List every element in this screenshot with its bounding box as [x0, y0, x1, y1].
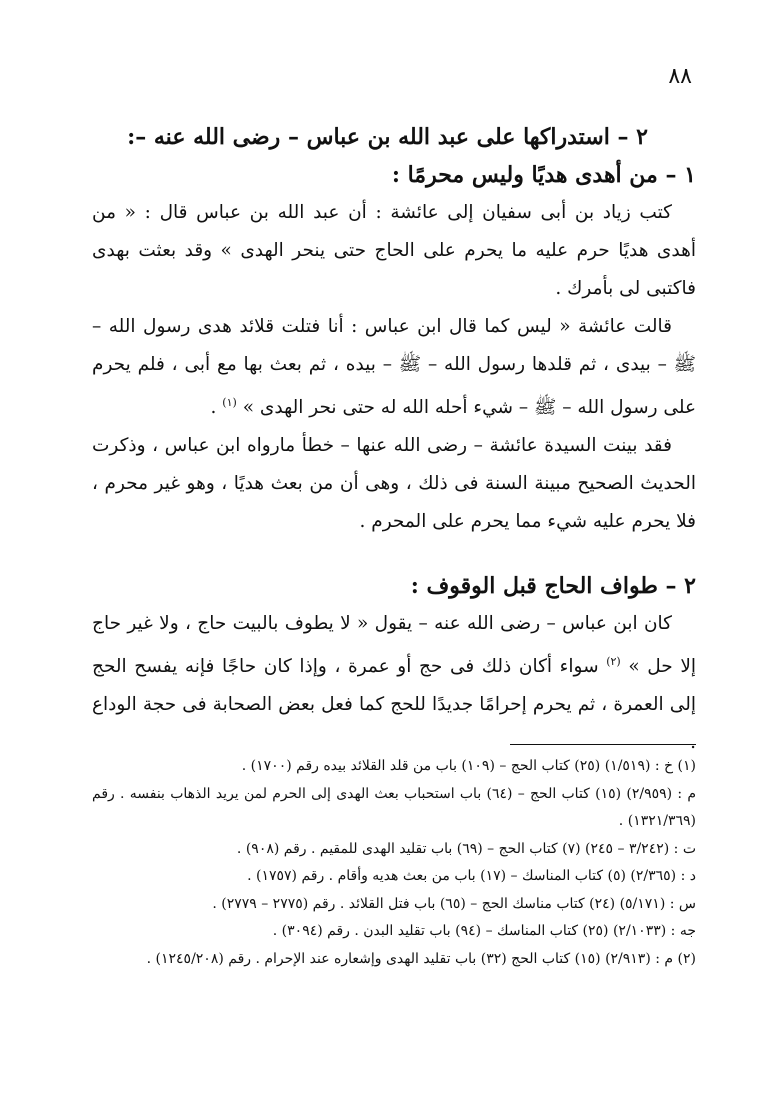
footnote-1-abudawud: د : (٢/٣٦٥) (٥) كتاب المناسك – (١٧) باب من بعث هديه وأقام . رقم (١٧٥٧) .: [247, 868, 696, 884]
footnotes-section: [92, 744, 696, 973]
footnote-1-tirmidhi: ت : (٣/٢٤٢ – ٢٤٥) (٧) كتاب الحج – (٦٩) باب تقليد الهدى للمقيم . رقم (٩٠٨) .: [236, 840, 696, 857]
paragraph-3: فقد بينت السيدة عائشة – رضى الله عنها – خطأ مارواه ابن عباس ، وذكرت الحديث الصحيح مبينة السنة فى ذلك ، وهى أن من بعث هديًا ، وهو غير محرم ، فلا يحرم عليه شيء مما يحرم على المحرم .: [92, 435, 696, 533]
footnote-1-ibnmajah: جه : (٢/١٠٣٣) (٢٥) كتاب المناسك – (٩٤) باب تقليد البدن . رقم (٣٠٩٤) .: [272, 923, 696, 939]
main-text: [92, 118, 696, 762]
subsection-heading-1: ١ – من أهدى هديًا وليس محرمًا :: [391, 162, 696, 188]
footnote-1-nasai: س : (٥/١٧١) (٢٤) كتاب مناسك الحج – (٦٥) باب فتل القلائد . رقم (٢٧٧٥ – ٢٧٧٩) .: [212, 895, 696, 912]
paragraph-2: [92, 308, 696, 427]
footnote-ref-1[interactable]: (١): [222, 396, 237, 409]
footnote-ref-2[interactable]: (٢): [606, 655, 621, 669]
paragraph-1: كتب زياد بن أبى سفيان إلى عائشة : أن عبد الله بن عباس قال : « من أهدى هديًا حرم عليه ما يحرم على الحاج حتى ينحر الهدى » وقد بعثت بهدى فاكتبى لى بأمرك .: [92, 202, 696, 299]
footnote-2: (٢) م : (٢/٩١٣) (١٥) كتاب الحج (٣٢) باب تقليد الهدى وإشعاره عند الإحرام . رقم (١٢٤٥/٢٠٨) .: [146, 950, 696, 967]
paragraph-4-text-a: كان ابن عباس – رضى الله عنه – يقول « لا يطوف بالبيت حاج ، ولا غير حاج إلا حل »: [92, 613, 697, 678]
footnote-1-muslim: م : (٢/٩٥٩) (١٥) كتاب الحج – (٦٤) باب استحباب بعث الهدى إلى الحرم لمن يريد الذهاب بنفسه . رقم (١٣٢١/٣٦٩) .: [92, 785, 697, 829]
footnote-1: (١) خ : (١/٥١٩) (٢٥) كتاب الحج – (١٠٩) باب من قلد القلائد بيده رقم (١٧٠٠) .: [241, 758, 696, 774]
paragraph-2-text: قالت عائشة « ليس كما قال ابن عباس : أنا فتلت قلائد هدى رسول الله – ﷺ – بيدى ، ثم قلدها رسول الله – ﷺ – بيده ، ثم بعث بها مع أبى ، فلم يحرم على رسول الله – ﷺ – شيء أحله الله له حتى نحر الهدى »: [92, 316, 696, 419]
paragraph-4-text-b: سواء أكان ذلك فى حج أو عمرة ، وإذا كان حاجًا فإنه يفسح الحج إلى العمرة ، ثم يحرم إحرامًا جديدًا للحج كما فعل بعض الصحابة فى حجة الوداع .: [92, 656, 696, 754]
paragraph-2-end: .: [210, 397, 223, 419]
section-heading: ٢ – استدراكها على عبد الله بن عباس – رضى الله عنه –:: [127, 124, 648, 150]
footnote-divider: [510, 744, 696, 745]
subsection-heading-2: ٢ – طواف الحاج قبل الوقوف :: [410, 573, 696, 600]
paragraph-4: [92, 605, 696, 762]
page-number: ٨٨: [668, 64, 692, 89]
